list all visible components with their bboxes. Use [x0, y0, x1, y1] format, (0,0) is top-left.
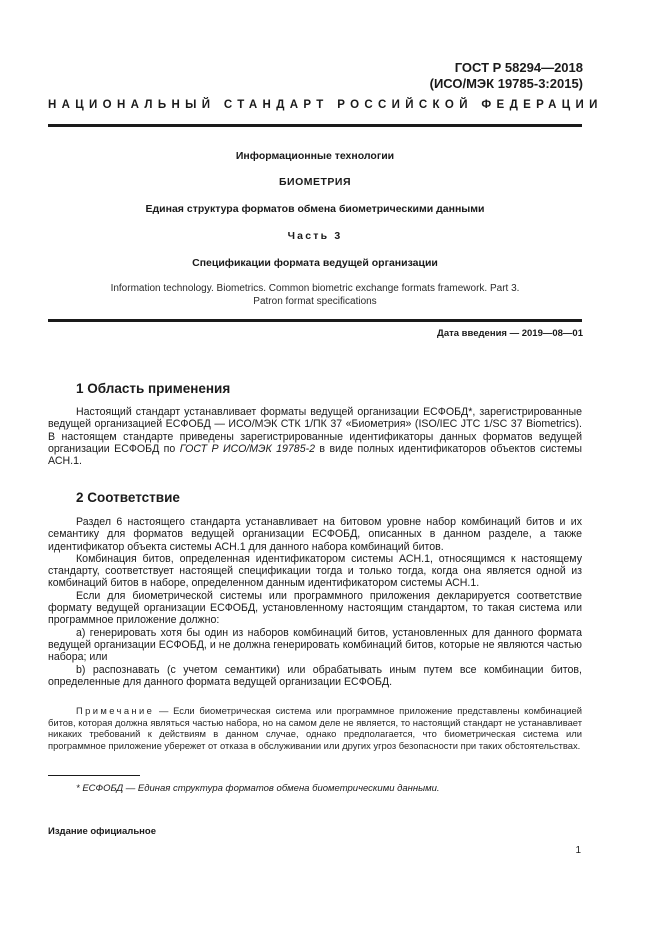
header-rule — [48, 124, 582, 127]
national-standard-heading: НАЦИОНАЛЬНЫЙ СТАНДАРТ РОССИЙСКОЙ ФЕДЕРАЦИИ — [48, 99, 603, 111]
section-1-body — [48, 406, 582, 467]
english-title — [48, 283, 582, 308]
page-number: 1 — [575, 845, 581, 856]
official-edition-label: Издание официальное — [48, 826, 156, 837]
note-text: — Если биометрическая система или программное приложение представлены комбинацией битов, которая должна являться частью набора, но на самом деле не является, то настоящий стандарт не устанавливает никаких требований к действиям в данном случае, однако предполагается, что биометрическая система или программное приложение убережет от отказа в обслуживании или других угроз безопасности при таких обстоятельствах. — [48, 705, 582, 751]
section-2-item-b: b) распознавать (с учетом семантики) или обрабатывать иным путем все комбинации битов, определенные для данного формата ведущей организации ЕСФОБД. — [48, 663, 582, 688]
standard-iso-number: (ИСО/МЭК 19785-3:2015) — [429, 76, 583, 91]
english-title-line-1: Information technology. Biometrics. Common biometric exchange formats framework. Part 3. — [110, 283, 520, 294]
title-line-patron: Спецификации формата ведущей организации — [192, 257, 438, 269]
title-line-it: Информационные технологии — [235, 150, 395, 162]
section-1-paragraph: Настоящий стандарт устанавливает форматы ведущей организации ЕСФОБД*, зарегистрированные ведущей организацией ЕСФОБД — ИСО/МЭК СТК 1/ПК 37 «Биометрия» (ISO/IEC JTC 1/SC 37 Biometrics). В настоящем стандарте приведены зарегистрированные идентификаторы данных форматов ведущей организации ЕСФОБД по ГОСТ Р ИСО/МЭК 19785-2 в виде полных идентификаторов объектов системы АСН.1. — [48, 406, 583, 468]
title-part: Часть 3 — [287, 230, 343, 242]
section-1-heading: 1 Область применения — [76, 381, 231, 396]
standard-number: ГОСТ Р 58294—2018 — [454, 60, 583, 75]
section-2-body — [48, 516, 582, 688]
english-title-line-2: Patron format specifications — [253, 295, 377, 307]
footnote: * ЕСФОБД — Единая структура форматов обмена биометрическими данными. — [76, 783, 440, 794]
note-label: Примечание — [76, 705, 155, 716]
note — [48, 705, 582, 751]
title-line-framework: Единая структура форматов обмена биометрическими данными — [145, 203, 485, 215]
section-2-paragraph-1: Раздел 6 настоящего стандарта устанавливает на битовом уровне набор комбинаций битов и их семантику для форматов ведущей организации ЕСФОБД, описанных в данном разделе, а также идентификатор объекта системы АСН.1 для данного набора комбинаций битов. — [48, 516, 582, 553]
section-2-item-a: a) генерировать хотя бы один из наборов комбинаций битов, установленных для данного формата ведущей организации ЕСФОБД, и не должна генерировать комбинаций битов, которые не являются частью набора; или — [48, 626, 582, 664]
section-2-paragraph-3: Если для биометрической системы или программного приложения декларируется соответствие формату ведущей организации ЕСФОБД, установленному настоящим стандартом, то такая система или программное приложение должно: — [48, 589, 582, 627]
introduction-date: Дата введения — 2019—08—01 — [437, 328, 583, 339]
title-line-biometrics: БИОМЕТРИЯ — [278, 176, 352, 188]
standard-reference: ГОСТ Р ИСО/МЭК 19785-2 — [179, 442, 316, 455]
section-2-paragraph-2: Комбинация битов, определенная идентификатором системы АСН.1, относящимся к настоящему стандарту, соответствует настоящей спецификации тогда и только тогда, когда она является одной из комбинаций битов в наборе, определенном данным идентификатором системы АСН.1. — [48, 552, 582, 590]
section-2-heading: 2 Соответствие — [76, 490, 180, 505]
footnote-rule — [48, 775, 140, 776]
title-rule — [48, 319, 582, 322]
